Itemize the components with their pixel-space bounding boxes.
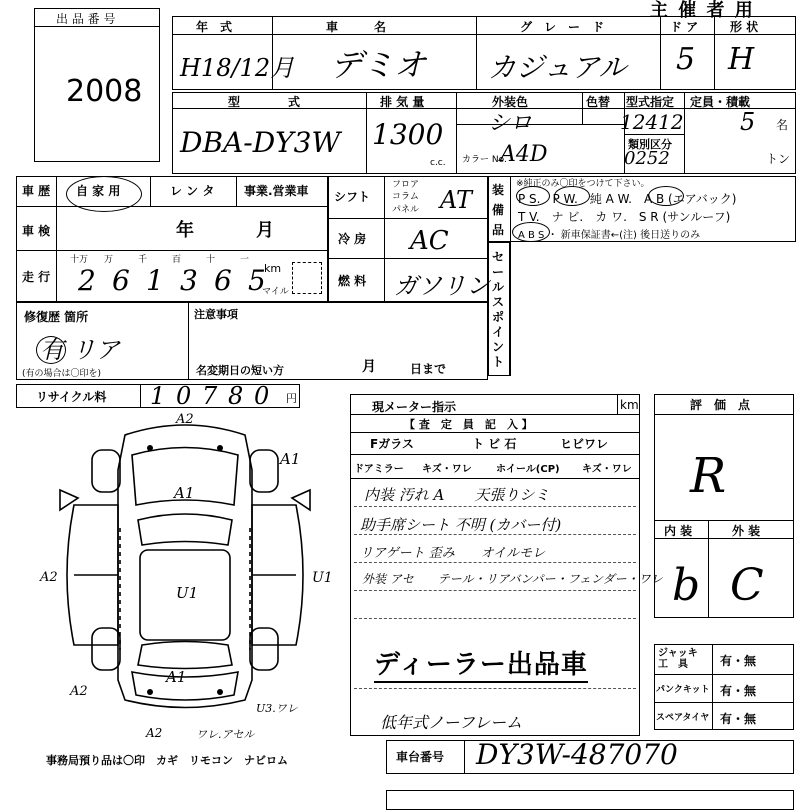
model-value: DBA-DY3W bbox=[180, 126, 341, 159]
tool-spare-value: 有・無 bbox=[720, 712, 757, 726]
chassis-label: 車台番号 bbox=[396, 750, 445, 764]
interior-value: b bbox=[672, 560, 701, 611]
color-change-label: 色替 bbox=[586, 95, 611, 109]
exterior-label: 外 装 bbox=[732, 524, 761, 538]
shift-column: コラム bbox=[392, 192, 419, 202]
repair-value: 有 リア bbox=[40, 336, 120, 364]
inspector-note-2: 助手席シート 不明 (カバー付) bbox=[360, 516, 562, 534]
history-business: 事業.営業車 bbox=[244, 184, 309, 198]
repair-note: (有の場合は〇印を) bbox=[22, 369, 102, 379]
damage-mark: ワレ.アセル bbox=[196, 728, 255, 741]
history-private: 自 家 用 bbox=[76, 184, 121, 198]
notes-label: 注意事項 bbox=[194, 308, 238, 321]
inspector-label: 【 査 定 員 記 入 】 bbox=[404, 418, 533, 431]
mileage-digit: 2 bbox=[78, 264, 96, 297]
score-value: R bbox=[690, 448, 727, 504]
repair-label: 修復歴 箇所 bbox=[24, 310, 89, 324]
inspector-note-4: 外装 アセ テール・リアバンパー・フェンダー・ワレ bbox=[362, 572, 663, 586]
shift-floor: フロア bbox=[392, 180, 420, 190]
color-value: シロ bbox=[488, 111, 533, 136]
dealer-stamp: ディーラー出品車 bbox=[374, 644, 588, 683]
capacity-label: 定員・積載 bbox=[690, 95, 751, 109]
damage-mark: A2 bbox=[40, 570, 58, 585]
inspector-note-1: 内装 汚れ A 天張りシミ bbox=[364, 486, 550, 504]
mileage-digit: 5 bbox=[248, 264, 266, 297]
color-label: 外装色 bbox=[492, 95, 529, 109]
mileage-digit: 1 bbox=[146, 264, 164, 297]
model-label: 型 式 bbox=[228, 95, 301, 109]
damage-mark: A1 bbox=[174, 484, 195, 502]
mileage-digits: 十万 万 千 百 十 一 2 6 1 3 6 5 bbox=[70, 255, 266, 297]
interior-label: 内 装 bbox=[664, 524, 693, 538]
inspector-bottom-note: 低年式ノーフレーム bbox=[380, 713, 523, 732]
car-name-label: 車 名 bbox=[326, 20, 387, 34]
inspector-row-b: ドアミラー キズ・ワレ ホイール(CP) キズ・ワレ bbox=[354, 464, 632, 475]
shift-value: AT bbox=[440, 186, 473, 214]
damage-mark: U1 bbox=[176, 584, 199, 602]
damage-mark: A1 bbox=[166, 668, 187, 686]
inspection-month: 月 bbox=[256, 220, 274, 241]
meter-unit: km bbox=[620, 398, 639, 412]
inspection-label: 車 検 bbox=[22, 224, 51, 238]
fuel-label: 燃 料 bbox=[338, 274, 367, 288]
chassis-value: DY3W-487070 bbox=[476, 738, 678, 771]
tool-jack-label: ジャッキ 工 具 bbox=[658, 648, 698, 670]
lot-number: 2008 bbox=[66, 74, 143, 109]
exterior-value: C bbox=[730, 560, 764, 611]
mileage-digit: 3 bbox=[180, 264, 198, 297]
tons-unit: トン bbox=[766, 152, 791, 166]
ac-label: 冷 房 bbox=[338, 232, 367, 246]
mileage-digit: 6 bbox=[112, 264, 130, 297]
history-label: 車 歴 bbox=[22, 184, 51, 198]
displacement-value: 1300 bbox=[372, 118, 444, 151]
equipment-note: ※純正のみ〇印をつけて下さい。 bbox=[516, 179, 650, 189]
damage-mark: A1 bbox=[280, 450, 301, 468]
type-spec-label: 型式指定 bbox=[626, 95, 675, 109]
mileage-unit-mile: マイル bbox=[262, 287, 289, 297]
year-label: 年 式 bbox=[196, 20, 233, 34]
tool-puncture-label: パンクキット bbox=[656, 685, 710, 695]
doors-label: ド ア bbox=[670, 20, 699, 34]
tool-puncture-value: 有・無 bbox=[720, 684, 757, 698]
grade-label: グ レ ー ド bbox=[520, 20, 605, 34]
mileage-digit: 6 bbox=[214, 264, 232, 297]
color-code-label: カラー No. bbox=[462, 155, 507, 165]
history-circle-mark bbox=[66, 176, 142, 212]
year-value: H18/12月 bbox=[180, 54, 295, 82]
grade-value: カジュアル bbox=[488, 51, 627, 84]
recycle-digits: 1 0 7 8 0 bbox=[150, 382, 270, 410]
office-items-footer: 事務局預り品は〇印 カギ リモコン ナビロム bbox=[46, 754, 288, 767]
damage-mark: U3.ワレ bbox=[256, 702, 298, 715]
mileage-unit-km: km bbox=[264, 262, 282, 275]
score-label: 評 価 点 bbox=[690, 398, 751, 412]
recycle-unit: 円 bbox=[286, 392, 297, 405]
shape-label: 形 状 bbox=[730, 20, 759, 34]
equipment-line-3: A B S ・ 新車保証書←(注) 後日送りのみ bbox=[518, 230, 701, 241]
doors-value: 5 bbox=[676, 42, 696, 77]
equipment-line-1: P S. P W. 純 A W. A B (エアバック) bbox=[518, 192, 737, 206]
class-value: 0252 bbox=[624, 148, 670, 169]
capacity-value: 5 bbox=[740, 108, 756, 136]
fuel-value: ガソリン bbox=[394, 272, 490, 300]
shift-label: シフト bbox=[334, 190, 371, 204]
inspection-year: 年 bbox=[176, 220, 194, 241]
color-code-value: A4D bbox=[500, 142, 548, 167]
damage-mark: A2 bbox=[70, 684, 88, 699]
shape-value: H bbox=[728, 42, 755, 77]
name-change-month: 月 bbox=[362, 359, 376, 375]
cc-unit: c.c. bbox=[430, 158, 446, 168]
equipment-line-2: T V. ナ ビ. カ ワ. S R (サンルーフ) bbox=[518, 210, 731, 224]
inspector-note-3: リアゲート 歪み オイルモレ bbox=[360, 546, 546, 561]
name-change-day: 日まで bbox=[410, 362, 447, 376]
meter-label: 現メーター指示 bbox=[372, 400, 457, 414]
mileage-label: 走 行 bbox=[22, 270, 51, 284]
tool-spare-label: スペアタイヤ bbox=[656, 713, 710, 723]
lot-number-label: 出 品 番 号 bbox=[56, 12, 116, 26]
class-label: 類別区分 bbox=[628, 138, 672, 151]
form-title: 主 催 者 用 bbox=[650, 0, 755, 21]
shift-panel: パネル bbox=[392, 205, 420, 215]
tool-jack-value: 有・無 bbox=[720, 654, 757, 668]
displacement-label: 排 気 量 bbox=[380, 95, 425, 109]
persons-unit: 名 bbox=[776, 118, 789, 132]
name-change-label: 名変期日の短い方 bbox=[196, 364, 284, 377]
damage-mark: A2 bbox=[146, 726, 163, 740]
car-name-value: デミオ bbox=[330, 46, 427, 84]
history-rental: レ ン タ bbox=[170, 184, 215, 198]
sales-point-label: セールスポイント bbox=[492, 250, 505, 369]
ac-value: AC bbox=[410, 226, 449, 256]
type-spec-value: 12412 bbox=[620, 110, 684, 134]
recycle-label: リサイクル料 bbox=[36, 390, 107, 404]
damage-mark: U1 bbox=[312, 570, 333, 586]
equipment-label: 装 備 品 bbox=[492, 183, 505, 237]
inspector-row-a: Fガラス ト ビ 石 ヒビワレ bbox=[370, 437, 609, 451]
damage-mark: A2 bbox=[176, 412, 194, 427]
